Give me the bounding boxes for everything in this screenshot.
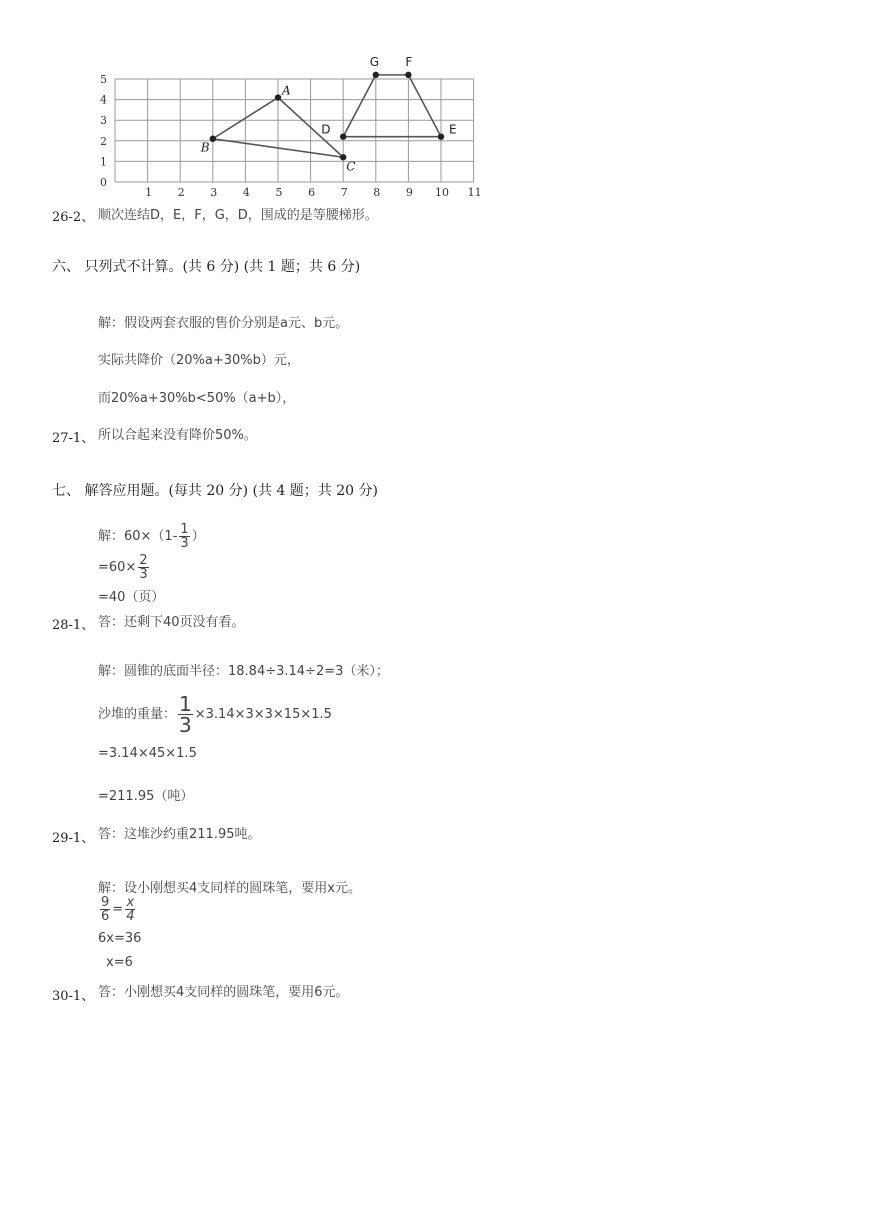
point-f: [405, 72, 411, 78]
fraction-x-fourths: [125, 896, 135, 923]
x-tick-label: 11: [467, 186, 482, 199]
y-tick-label: 1: [100, 155, 107, 169]
frac-numerator: 1: [180, 522, 189, 537]
trapezoid-defg: [343, 75, 441, 137]
q27-line-2: 实际共降价（20%a+30%b）元，: [98, 353, 300, 368]
question-number-29-1: 29-1、: [52, 831, 95, 846]
x-tick-label: 3: [210, 186, 218, 199]
point-label-d: D: [321, 122, 331, 137]
graph-shapes: [213, 75, 441, 157]
q27-line-3: 而20%a+30%b<50%（a+b），: [98, 391, 296, 406]
point-label-g: G: [369, 56, 380, 69]
q30-line-4: x=6: [106, 955, 133, 970]
point-b: [210, 136, 216, 142]
point-label-c: C: [346, 159, 356, 174]
q28-line-2: [98, 554, 151, 581]
point-g: [373, 72, 379, 78]
x-tick-label: 6: [308, 186, 316, 199]
q29-line-4: =211.95（吨）: [98, 789, 194, 804]
answer-27-1: 所以合起来没有降价50%。: [98, 428, 257, 443]
frac-denominator: 6: [101, 909, 110, 924]
q29-line-2-b: ×3.14×3×3×15×1.5: [194, 707, 332, 722]
answer-30-1: 答：小刚想买4支同样的圆珠笔，要用6元。: [98, 985, 349, 1000]
coordinate-grid-graph: [95, 56, 495, 206]
equals-sign: =: [112, 902, 124, 917]
fraction-one-third: [179, 523, 189, 550]
q28-line-2-a: =60×: [98, 560, 137, 575]
q30-proportion: [98, 896, 137, 923]
point-d: [340, 133, 346, 139]
fraction-nine-sixths: [100, 896, 110, 923]
y-tick-label: 5: [100, 73, 107, 86]
x-tick-label: 4: [242, 186, 250, 199]
fraction-two-thirds: [138, 554, 148, 581]
q28-line-1: [98, 523, 205, 550]
section-6-title: 六、 只列式不计算。(共 6 分) (共 1 题；共 6 分): [52, 259, 361, 275]
answer-26-2: 顺次连结D，E，F，G，D，围成的是等腰梯形。: [98, 208, 378, 223]
x-tick-label: 9: [405, 186, 413, 199]
y-tick-label: 2: [100, 134, 107, 148]
x-tick-label: 10: [435, 186, 449, 199]
q29-line-2-a: 沙堆的重量：: [98, 707, 177, 722]
q28-line-1-a: 解：60×（1-: [98, 529, 178, 544]
y-tick-label: 3: [100, 114, 107, 128]
q30-line-3: 6x=36: [98, 931, 142, 946]
x-tick-label: 2: [177, 186, 185, 199]
frac-numerator: 1: [179, 692, 192, 716]
frac-denominator: 3: [139, 567, 148, 582]
frac-numerator: 9: [101, 895, 110, 910]
answer-29-1: 答：这堆沙约重211.95吨。: [98, 827, 261, 842]
point-a: [275, 94, 281, 100]
q30-line-1: 解：设小刚想买4支同样的圆珠笔，要用x元。: [98, 881, 361, 896]
q27-line-1: 解：假设两套衣服的售价分别是a元、b元。: [98, 316, 349, 331]
section-7-title: 七、 解答应用题。(每共 20 分) (共 4 题；共 20 分): [52, 483, 378, 499]
point-label-f: F: [405, 56, 413, 69]
q29-line-2: [98, 694, 332, 735]
grid-lines: [115, 79, 474, 182]
y-tick-label: 0: [100, 176, 107, 189]
x-tick-label: 8: [373, 186, 381, 199]
x-tick-label: 1: [145, 186, 153, 199]
point-label-b: B: [200, 140, 210, 155]
x-tick-label: 5: [275, 186, 283, 199]
frac-numerator: 2: [139, 553, 148, 568]
fraction-one-third-large: [178, 694, 193, 735]
x-tick-label: 7: [340, 186, 348, 199]
q28-line-1-b: ）: [191, 529, 205, 544]
frac-numerator: x: [126, 895, 135, 910]
frac-denominator: 3: [179, 713, 192, 737]
q29-line-3: =3.14×45×1.5: [98, 746, 197, 761]
question-number-28-1: 28-1、: [52, 618, 95, 633]
question-number-30-1: 30-1、: [52, 989, 95, 1004]
y-tick-label: 4: [100, 93, 107, 107]
point-label-a: A: [282, 83, 291, 98]
point-e: [438, 133, 444, 139]
frac-denominator: 3: [180, 536, 189, 551]
q28-line-3: =40（页）: [98, 590, 165, 605]
answer-28-1: 答：还剩下40页没有看。: [98, 615, 245, 630]
frac-denominator: 4: [126, 909, 135, 924]
point-label-e: E: [449, 122, 457, 137]
question-number-27-1: 27-1、: [52, 431, 95, 446]
q29-line-1: 解：圆锥的底面半径：18.84÷3.14÷2=3（米）；: [98, 664, 389, 679]
question-number-26-2: 26-2、: [52, 210, 95, 225]
